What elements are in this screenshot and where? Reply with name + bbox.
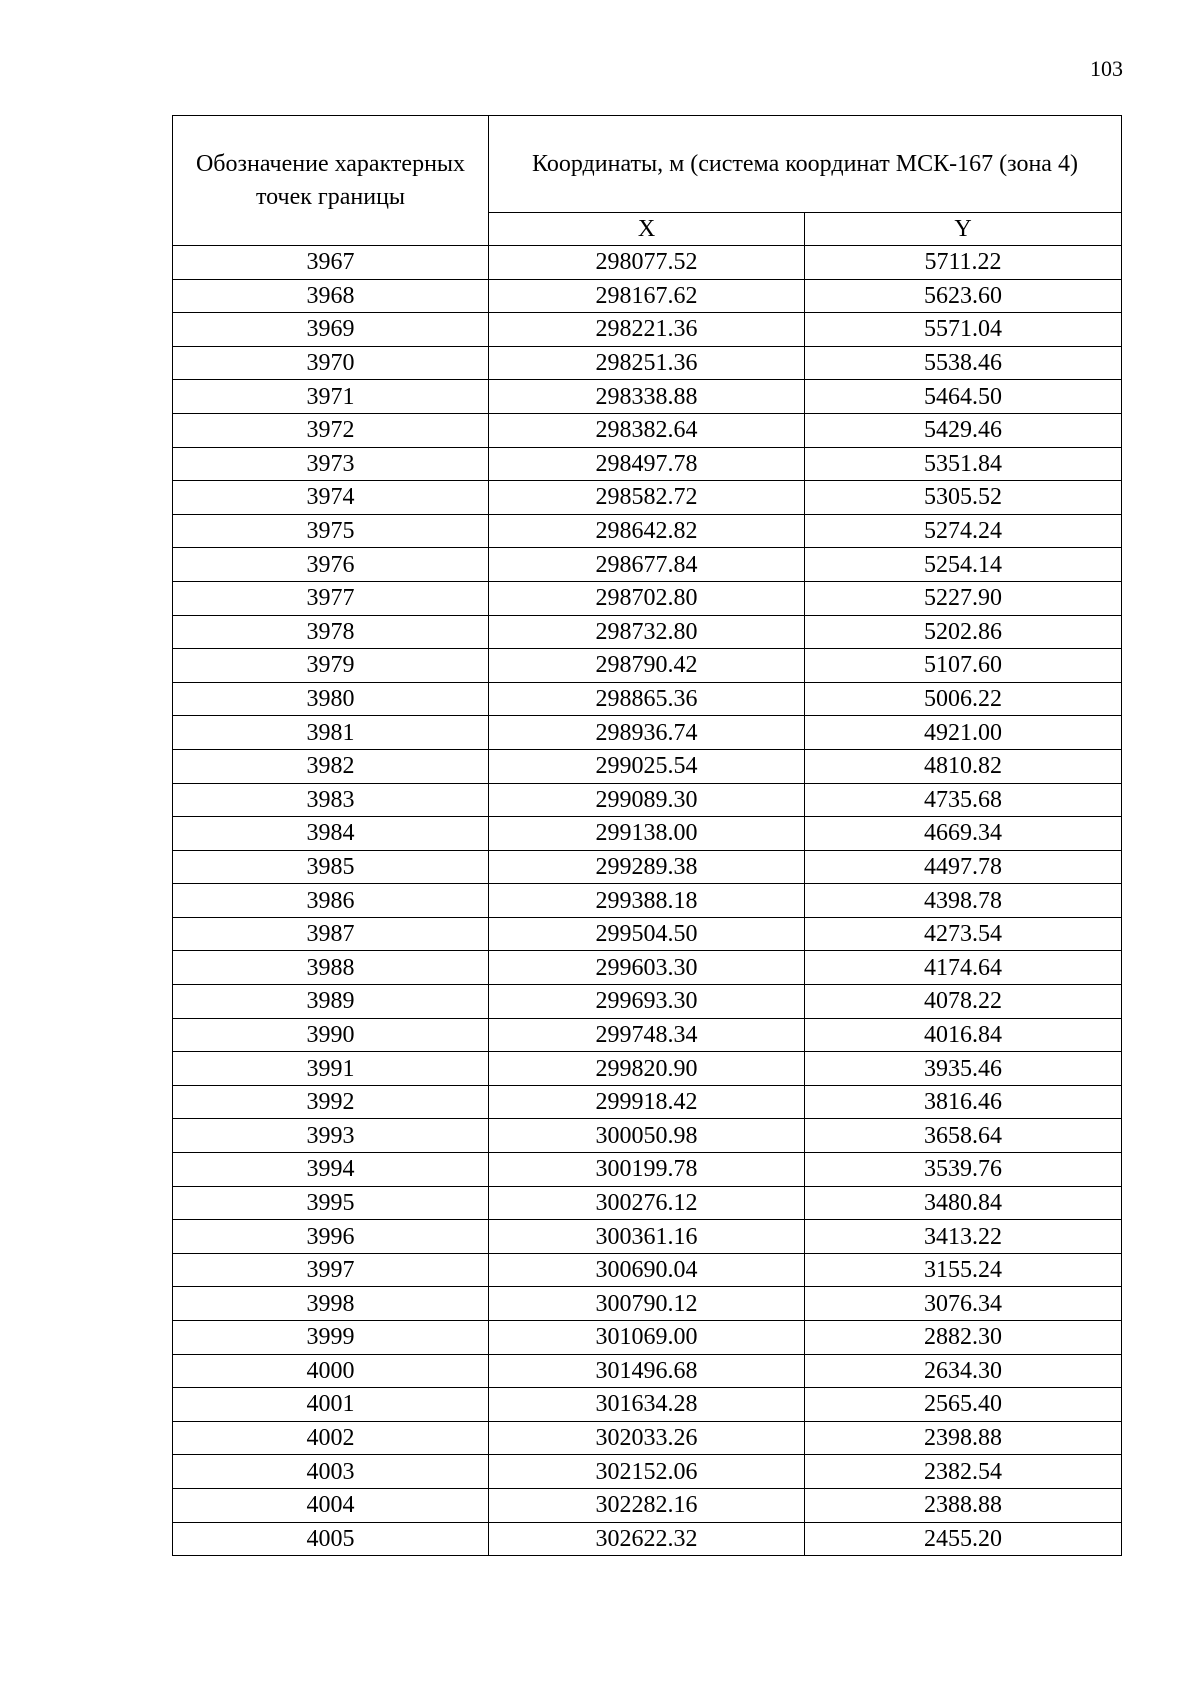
point-id-cell: 3977 — [173, 581, 489, 615]
x-coordinate-cell: 298382.64 — [489, 413, 805, 447]
y-coordinate-cell: 3480.84 — [805, 1186, 1122, 1220]
y-coordinate-cell: 4174.64 — [805, 951, 1122, 985]
y-coordinate-cell: 5274.24 — [805, 514, 1122, 548]
x-coordinate-cell: 299025.54 — [489, 749, 805, 783]
point-id-cell: 3988 — [173, 951, 489, 985]
table-row — [173, 1153, 1122, 1187]
y-coordinate-cell: 5351.84 — [805, 447, 1122, 481]
y-coordinate-cell: 5538.46 — [805, 346, 1122, 380]
x-coordinate-cell: 299504.50 — [489, 917, 805, 951]
x-coordinate-cell: 298167.62 — [489, 279, 805, 313]
point-id-cell: 4005 — [173, 1522, 489, 1556]
x-coordinate-cell: 299388.18 — [489, 884, 805, 918]
y-coordinate-cell: 4669.34 — [805, 817, 1122, 851]
x-coordinate-cell: 300199.78 — [489, 1153, 805, 1187]
table-row — [173, 649, 1122, 683]
y-coordinate-cell: 2634.30 — [805, 1354, 1122, 1388]
point-id-cell: 3989 — [173, 985, 489, 1019]
y-coordinate-cell: 2565.40 — [805, 1388, 1122, 1422]
x-coordinate-cell: 302152.06 — [489, 1455, 805, 1489]
point-id-cell: 4004 — [173, 1488, 489, 1522]
x-coordinate-cell: 299289.38 — [489, 850, 805, 884]
y-coordinate-cell: 3816.46 — [805, 1085, 1122, 1119]
point-id-cell: 4000 — [173, 1354, 489, 1388]
x-coordinate-cell: 298702.80 — [489, 581, 805, 615]
x-coordinate-cell: 298497.78 — [489, 447, 805, 481]
table-row — [173, 716, 1122, 750]
point-id-cell: 3972 — [173, 413, 489, 447]
point-id-cell: 3969 — [173, 313, 489, 347]
point-id-cell: 3979 — [173, 649, 489, 683]
table-row — [173, 246, 1122, 280]
x-coordinate-cell: 298582.72 — [489, 481, 805, 515]
table-row — [173, 548, 1122, 582]
y-coordinate-cell: 2882.30 — [805, 1321, 1122, 1355]
x-coordinate-cell: 301069.00 — [489, 1321, 805, 1355]
point-id-cell: 3995 — [173, 1186, 489, 1220]
y-coordinate-cell: 4810.82 — [805, 749, 1122, 783]
x-column-header: X — [489, 213, 805, 246]
x-coordinate-cell: 300361.16 — [489, 1220, 805, 1254]
point-id-cell: 3997 — [173, 1253, 489, 1287]
y-coordinate-cell: 3935.46 — [805, 1052, 1122, 1086]
y-coordinate-cell: 5254.14 — [805, 548, 1122, 582]
y-coordinate-cell: 2398.88 — [805, 1421, 1122, 1455]
y-coordinate-cell: 5107.60 — [805, 649, 1122, 683]
x-coordinate-cell: 298077.52 — [489, 246, 805, 280]
y-coordinate-cell: 5571.04 — [805, 313, 1122, 347]
table-row — [173, 1085, 1122, 1119]
point-id-cell: 3996 — [173, 1220, 489, 1254]
table-row — [173, 1421, 1122, 1455]
x-coordinate-cell: 298732.80 — [489, 615, 805, 649]
point-id-cell: 3994 — [173, 1153, 489, 1187]
point-id-cell: 3991 — [173, 1052, 489, 1086]
y-coordinate-cell: 4497.78 — [805, 850, 1122, 884]
table-header — [173, 116, 1122, 246]
table-row — [173, 346, 1122, 380]
y-coordinate-cell: 5429.46 — [805, 413, 1122, 447]
point-id-cell: 4001 — [173, 1388, 489, 1422]
x-coordinate-cell: 299138.00 — [489, 817, 805, 851]
point-id-cell: 3992 — [173, 1085, 489, 1119]
y-coordinate-cell: 3076.34 — [805, 1287, 1122, 1321]
point-id-cell: 3975 — [173, 514, 489, 548]
x-coordinate-cell: 298936.74 — [489, 716, 805, 750]
y-column-header: Y — [805, 213, 1122, 246]
x-coordinate-cell: 299089.30 — [489, 783, 805, 817]
table-row — [173, 380, 1122, 414]
x-coordinate-cell: 298251.36 — [489, 346, 805, 380]
table-row — [173, 850, 1122, 884]
x-coordinate-cell: 298642.82 — [489, 514, 805, 548]
point-id-cell: 3976 — [173, 548, 489, 582]
table-body — [173, 246, 1122, 1556]
x-coordinate-cell: 301496.68 — [489, 1354, 805, 1388]
y-coordinate-cell: 2455.20 — [805, 1522, 1122, 1556]
y-coordinate-cell: 3658.64 — [805, 1119, 1122, 1153]
point-id-cell: 3981 — [173, 716, 489, 750]
x-coordinate-cell: 299918.42 — [489, 1085, 805, 1119]
x-coordinate-cell: 298221.36 — [489, 313, 805, 347]
table-row — [173, 279, 1122, 313]
y-coordinate-cell: 2388.88 — [805, 1488, 1122, 1522]
table-row — [173, 817, 1122, 851]
y-coordinate-cell: 4273.54 — [805, 917, 1122, 951]
table-row — [173, 917, 1122, 951]
table-row — [173, 481, 1122, 515]
y-coordinate-cell: 5464.50 — [805, 380, 1122, 414]
x-coordinate-cell: 302033.26 — [489, 1421, 805, 1455]
point-id-cell: 3970 — [173, 346, 489, 380]
y-coordinate-cell: 4735.68 — [805, 783, 1122, 817]
point-id-cell: 3971 — [173, 380, 489, 414]
table-row — [173, 985, 1122, 1019]
x-coordinate-cell: 300690.04 — [489, 1253, 805, 1287]
y-coordinate-cell: 4398.78 — [805, 884, 1122, 918]
point-id-cell: 3974 — [173, 481, 489, 515]
point-id-cell: 3985 — [173, 850, 489, 884]
table-row — [173, 313, 1122, 347]
table-row — [173, 413, 1122, 447]
table-row — [173, 1455, 1122, 1489]
x-coordinate-cell: 298677.84 — [489, 548, 805, 582]
point-id-cell: 3998 — [173, 1287, 489, 1321]
x-coordinate-cell: 299603.30 — [489, 951, 805, 985]
point-id-cell: 3984 — [173, 817, 489, 851]
x-coordinate-cell: 298865.36 — [489, 682, 805, 716]
point-id-cell: 3967 — [173, 246, 489, 280]
point-id-cell: 3978 — [173, 615, 489, 649]
x-coordinate-cell: 302622.32 — [489, 1522, 805, 1556]
point-id-cell: 4002 — [173, 1421, 489, 1455]
table-row — [173, 1388, 1122, 1422]
y-coordinate-cell: 4078.22 — [805, 985, 1122, 1019]
y-coordinate-cell: 5711.22 — [805, 246, 1122, 280]
table-row — [173, 581, 1122, 615]
y-coordinate-cell: 4016.84 — [805, 1018, 1122, 1052]
x-coordinate-cell: 300276.12 — [489, 1186, 805, 1220]
x-coordinate-cell: 302282.16 — [489, 1488, 805, 1522]
y-coordinate-cell: 3155.24 — [805, 1253, 1122, 1287]
point-designation-header: Обозначение характерных точек границы — [173, 116, 489, 246]
table-row — [173, 951, 1122, 985]
point-id-cell: 3982 — [173, 749, 489, 783]
table-row — [173, 1119, 1122, 1153]
point-id-cell: 3983 — [173, 783, 489, 817]
point-id-cell: 3968 — [173, 279, 489, 313]
table-row — [173, 783, 1122, 817]
x-coordinate-cell: 299693.30 — [489, 985, 805, 1019]
page-number: 103 — [1090, 56, 1123, 81]
table-row — [173, 514, 1122, 548]
table-row — [173, 884, 1122, 918]
table-row — [173, 749, 1122, 783]
table-row — [173, 1287, 1122, 1321]
point-id-cell: 3980 — [173, 682, 489, 716]
coordinates-table — [172, 115, 1122, 1556]
table-row — [173, 615, 1122, 649]
x-coordinate-cell: 298338.88 — [489, 380, 805, 414]
table-row — [173, 1488, 1122, 1522]
y-coordinate-cell: 2382.54 — [805, 1455, 1122, 1489]
table-row — [173, 1052, 1122, 1086]
table-row — [173, 1253, 1122, 1287]
x-coordinate-cell: 300050.98 — [489, 1119, 805, 1153]
table-row — [173, 1220, 1122, 1254]
coordinates-group-header: Координаты, м (система координат МСК-167 (зона 4) — [489, 116, 1122, 213]
y-coordinate-cell: 5202.86 — [805, 615, 1122, 649]
y-coordinate-cell: 5006.22 — [805, 682, 1122, 716]
table-row — [173, 682, 1122, 716]
point-id-cell: 3973 — [173, 447, 489, 481]
point-id-cell: 3986 — [173, 884, 489, 918]
y-coordinate-cell: 5623.60 — [805, 279, 1122, 313]
x-coordinate-cell: 298790.42 — [489, 649, 805, 683]
table-row — [173, 1186, 1122, 1220]
y-coordinate-cell: 3539.76 — [805, 1153, 1122, 1187]
table-row — [173, 1321, 1122, 1355]
table-row — [173, 1522, 1122, 1556]
point-id-cell: 3999 — [173, 1321, 489, 1355]
point-id-cell: 3990 — [173, 1018, 489, 1052]
table-row — [173, 1018, 1122, 1052]
y-coordinate-cell: 5227.90 — [805, 581, 1122, 615]
x-coordinate-cell: 299748.34 — [489, 1018, 805, 1052]
point-id-cell: 4003 — [173, 1455, 489, 1489]
x-coordinate-cell: 301634.28 — [489, 1388, 805, 1422]
point-id-cell: 3987 — [173, 917, 489, 951]
x-coordinate-cell: 299820.90 — [489, 1052, 805, 1086]
point-id-cell: 3993 — [173, 1119, 489, 1153]
x-coordinate-cell: 300790.12 — [489, 1287, 805, 1321]
y-coordinate-cell: 4921.00 — [805, 716, 1122, 750]
y-coordinate-cell: 5305.52 — [805, 481, 1122, 515]
table-row — [173, 1354, 1122, 1388]
table-row — [173, 447, 1122, 481]
y-coordinate-cell: 3413.22 — [805, 1220, 1122, 1254]
